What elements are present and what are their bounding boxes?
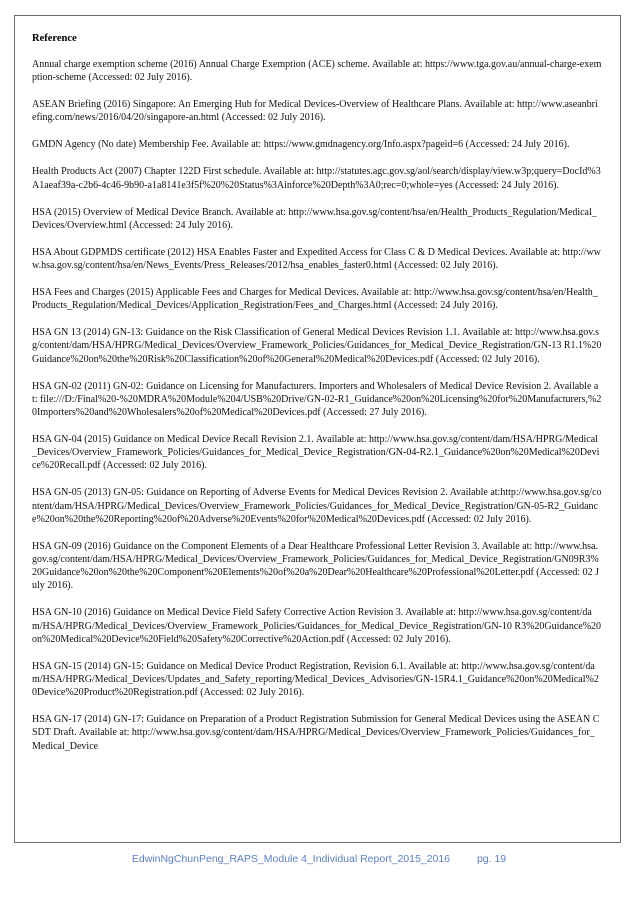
reference-entry: HSA About GDPMDS certificate (2012) HSA Enables Faster and Expedited Access for Class C & D Medical Devices. Available at: http://www.hsa.gov.sg/content/hsa/en/News_Events/Press_Releases/2012/hsa_enables_faster0.html (Accessed: 02 July 2016). <box>32 246 601 272</box>
reference-entry: HSA GN-09 (2016) Guidance on the Component Elements of a Dear Healthcare Professional Letter Revision 3. Available at: http://www.hsa.gov.sg/content/dam/HSA/HPRG/Medical_Devices/Overview_Framework_Policies/Guidances_for_Medical_Device_Registration/GN09R3%20Guidance%20on%20the%20Component%20Elements%20of%20a%20Dear%20Healthcare%20Professional%20Letter.pdf (Accessed: 02 July 2016). <box>32 540 600 592</box>
reference-entry: HSA GN-15 (2014) GN-15: Guidance on Medical Device Product Registration, Revision 6.1. Available at: http://www.hsa.gov.sg/content/dam/HSA/HPRG/Medical_Devices/Updates_and_Safety_reporting/Medical_Devices_Advisories/GN-15R4.1_Guidance%20on%20Medical%20Device%20Product%20Registration.pdf (Accessed: 02 July 2016). <box>32 660 599 699</box>
reference-heading: Reference <box>32 33 77 44</box>
reference-entry: HSA GN-02 (2011) GN-02: Guidance on Licensing for Manufacturers. Importers and Wholesalers of Medical Device Revision 2. Available at: file:///D:/Final%20-%20MDRA%20Module%204/USB%20Drive/GN-02-R1_Guidance%20on%20Licensing%20for%20Manufacturers,%20Importers%20and%20Wholesalers%20of%20Medical%20Devices.pdf (Accessed: 27 July 2016). <box>32 380 602 419</box>
reference-entry: HSA GN-10 (2016) Guidance on Medical Device Field Safety Corrective Action Revision 3. Available at: http://www.hsa.gov.sg/content/dam/HSA/HPRG/Medical_Devices/Overview_Framework_Policies/Guidances_for_Medical_Device_Registration/GN-10 R3%20Guidance%20on%20Medical%20Device%20Field%20Safety%20Corrective%20Action.pdf (Accessed: 02 July 2016). <box>32 607 602 645</box>
reference-entry: HSA GN-05 (2013) GN-05: Guidance on Reporting of Adverse Events for Medical Devices Revision 2. Available at:http://www.hsa.gov.sg/content/dam/HSA/HPRG/Medical_Devices/Overview_Framework_Policies/Guidances_for_Medical_Device_Registration/GN-05-R2_Guidance%20on%20the%20Reporting%20of%20Adverse%20Events%20for%20Medical%20Devices.pdf (Accessed: 02 July 2016). <box>32 487 602 525</box>
reference-entry: HSA Fees and Charges (2015) Applicable Fees and Charges for Medical Devices. Available at: http://www.hsa.gov.sg/content/hsa/en/Health_Products_Regulation/Medical_Devices/Application_Registration/Fees_and_Charges.html (Accessed: 24 July 2016). <box>32 287 598 312</box>
reference-entry: ASEAN Briefing (2016) Singapore: An Emerging Hub for Medical Devices-Overview of Healthcare Plans. Available at: http://www.aseanbriefing.com/news/2016/04/20/singapore-an.html (Accessed: 02 July 2016). <box>32 99 598 124</box>
page-footer <box>0 853 638 865</box>
reference-entry: HSA (2015) Overview of Medical Device Branch. Available at: http://www.hsa.gov.sg/content/hsa/en/Health_Products_Regulation/Medical_Devices/Overview.html (Accessed: 24 July 2016). <box>32 206 597 231</box>
footer-title: EdwinNgChunPeng_RAPS_Module 4_Individual Report_2015_2016 <box>131 853 451 865</box>
reference-entry: GMDN Agency (No date) Membership Fee. Available at: https://www.gmdnagency.org/Info.aspx?pageid=6 (Accessed: 24 July 2016). <box>32 139 570 151</box>
page-number: pg. 19 <box>476 853 507 865</box>
reference-entry: HSA GN 13 (2014) GN-13: Guidance on the Risk Classification of General Medical Devices Revision 1.1. Available at: http://www.hsa.gov.sg/content/dam/HSA/HPRG/Medical_Devices/Overview_Framework_Policies/Guidances_for_Medical_Device_Registration/GN-13 R1.1%20Guidance%20on%20the%20Risk%20Classification%20of%20General%20Medical%20Devices.pdf (Accessed: 02 July 2016). <box>32 327 602 365</box>
reference-list <box>32 58 602 767</box>
reference-entry: HSA GN-17 (2014) GN-17: Guidance on Preparation of a Product Registration Submission for General Medical Devices using the ASEAN CSDT Draft. Available at: http://www.hsa.gov.sg/content/dam/HSA/HPRG/Medical_Devices/Overview_Framework_Policies/Guidances_for_Medical_Device <box>32 714 600 752</box>
reference-entry: Health Products Act (2007) Chapter 122D First schedule. Available at: http://statutes.agc.gov.sg/aol/search/display/view.w3p;query=DocId%3A1aeaf39a-c2b6-4c46-9b90-a1a8141e3f5f%20%20Status%3Ainforce%20Depth%3A0;rec=0;whole=yes (Accessed: 24 July 2016). <box>32 166 601 191</box>
reference-entry: HSA GN-04 (2015) Guidance on Medical Device Recall Revision 2.1. Available at: http://www.hsa.gov.sg/content/dam/HSA/HPRG/Medical_Devices/Overview_Framework_Policies/Guidances_for_Medical_Device_Registration/GN-04-R2.1_Guidance%20on%20Medical%20Device%20Recall.pdf (Accessed: 02 July 2016). <box>32 434 600 472</box>
reference-entry: Annual charge exemption scheme (2016) Annual Charge Exemption (ACE) scheme. Available at: https://www.tga.gov.au/annual-charge-exemption-scheme (Accessed: 02 July 2016). <box>32 59 602 84</box>
